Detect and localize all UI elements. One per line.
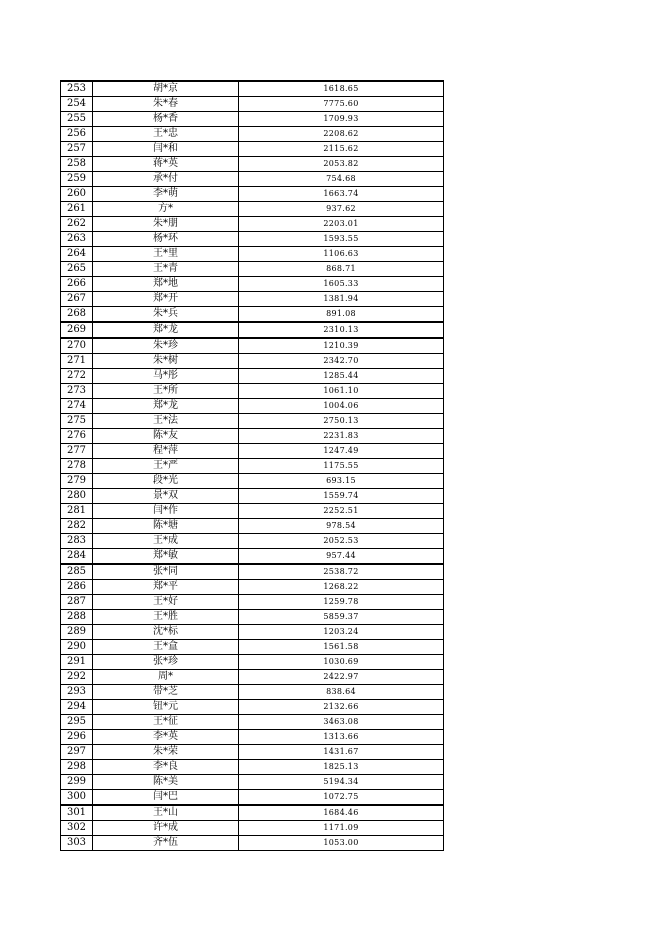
amount-cell: 1175.55 [239, 459, 444, 474]
name-cell: 段*光 [93, 474, 239, 489]
row-number-cell: 257 [61, 142, 93, 157]
table-row [61, 307, 444, 323]
name-cell: 王*胜 [93, 610, 239, 625]
name-cell: 郑*平 [93, 580, 239, 595]
table-row [61, 640, 444, 655]
name-cell: 景*双 [93, 489, 239, 504]
table-row [61, 805, 444, 821]
amount-cell: 1210.39 [239, 338, 444, 354]
amount-cell: 1072.75 [239, 790, 444, 806]
row-number-cell: 263 [61, 232, 93, 247]
row-number-cell: 299 [61, 775, 93, 790]
row-number-cell: 254 [61, 97, 93, 112]
table-row [61, 81, 444, 97]
table-row [61, 292, 444, 307]
table-row [61, 202, 444, 217]
row-number-cell: 277 [61, 444, 93, 459]
table-row [61, 474, 444, 489]
table-row [61, 625, 444, 640]
amount-cell: 868.71 [239, 262, 444, 277]
name-cell: 张*同 [93, 564, 239, 580]
row-number-cell: 293 [61, 685, 93, 700]
row-number-cell: 273 [61, 384, 93, 399]
name-cell: 郑*敏 [93, 549, 239, 565]
name-cell: 杨*香 [93, 112, 239, 127]
row-number-cell: 270 [61, 338, 93, 354]
row-number-cell: 288 [61, 610, 93, 625]
row-number-cell: 284 [61, 549, 93, 565]
row-number-cell: 264 [61, 247, 93, 262]
row-number-cell: 274 [61, 399, 93, 414]
table-row [61, 414, 444, 429]
name-cell: 李*良 [93, 760, 239, 775]
row-number-cell: 287 [61, 595, 93, 610]
row-number-cell: 302 [61, 821, 93, 836]
table-row [61, 247, 444, 262]
table-row [61, 384, 444, 399]
amount-cell: 1618.65 [239, 81, 444, 97]
amount-cell: 1061.10 [239, 384, 444, 399]
amount-cell: 1825.13 [239, 760, 444, 775]
amount-cell: 2538.72 [239, 564, 444, 580]
name-cell: 带*芝 [93, 685, 239, 700]
amount-cell: 7775.60 [239, 97, 444, 112]
table-row [61, 444, 444, 459]
amount-cell: 1313.66 [239, 730, 444, 745]
name-cell: 郑*开 [93, 292, 239, 307]
row-number-cell: 256 [61, 127, 93, 142]
row-number-cell: 286 [61, 580, 93, 595]
amount-cell: 2252.51 [239, 504, 444, 519]
row-number-cell: 300 [61, 790, 93, 806]
row-number-cell: 258 [61, 157, 93, 172]
amount-cell: 1605.33 [239, 277, 444, 292]
amount-cell: 2231.83 [239, 429, 444, 444]
name-cell: 钮*元 [93, 700, 239, 715]
name-cell: 郑*龙 [93, 399, 239, 414]
name-cell: 王*好 [93, 595, 239, 610]
amount-cell: 1709.93 [239, 112, 444, 127]
row-number-cell: 280 [61, 489, 93, 504]
table-row [61, 685, 444, 700]
amount-cell: 1053.00 [239, 836, 444, 851]
table-row [61, 277, 444, 292]
amount-cell: 891.08 [239, 307, 444, 323]
name-cell: 朱*树 [93, 354, 239, 369]
name-cell: 陈*美 [93, 775, 239, 790]
amount-cell: 2115.62 [239, 142, 444, 157]
name-cell: 闫*作 [93, 504, 239, 519]
row-number-cell: 283 [61, 534, 93, 549]
row-number-cell: 298 [61, 760, 93, 775]
name-cell: 朱*春 [93, 97, 239, 112]
name-cell: 方* [93, 202, 239, 217]
name-cell: 朱*朋 [93, 217, 239, 232]
amount-cell: 2422.97 [239, 670, 444, 685]
name-cell: 周* [93, 670, 239, 685]
amount-cell: 1030.69 [239, 655, 444, 670]
amount-cell: 1171.09 [239, 821, 444, 836]
name-cell: 闫*巴 [93, 790, 239, 806]
name-cell: 王*成 [93, 534, 239, 549]
name-cell: 程*萍 [93, 444, 239, 459]
amount-cell: 754.68 [239, 172, 444, 187]
amount-cell: 1431.67 [239, 745, 444, 760]
row-number-cell: 281 [61, 504, 93, 519]
amount-cell: 3463.08 [239, 715, 444, 730]
payment-table [60, 80, 444, 851]
row-number-cell: 289 [61, 625, 93, 640]
row-number-cell: 276 [61, 429, 93, 444]
table-row [61, 790, 444, 806]
row-number-cell: 301 [61, 805, 93, 821]
name-cell: 陈*友 [93, 429, 239, 444]
amount-cell: 1268.22 [239, 580, 444, 595]
row-number-cell: 290 [61, 640, 93, 655]
name-cell: 李*萌 [93, 187, 239, 202]
amount-cell: 2052.53 [239, 534, 444, 549]
table-row [61, 610, 444, 625]
amount-cell: 1203.24 [239, 625, 444, 640]
name-cell: 郑*地 [93, 277, 239, 292]
row-number-cell: 262 [61, 217, 93, 232]
name-cell: 许*成 [93, 821, 239, 836]
name-cell: 王*忠 [93, 127, 239, 142]
row-number-cell: 285 [61, 564, 93, 580]
table-row [61, 262, 444, 277]
name-cell: 沈*标 [93, 625, 239, 640]
row-number-cell: 303 [61, 836, 93, 851]
row-number-cell: 292 [61, 670, 93, 685]
table-row [61, 595, 444, 610]
row-number-cell: 259 [61, 172, 93, 187]
name-cell: 胡*京 [93, 81, 239, 97]
table-row [61, 338, 444, 354]
table-row [61, 322, 444, 338]
amount-cell: 1381.94 [239, 292, 444, 307]
table-row [61, 354, 444, 369]
amount-cell: 2132.66 [239, 700, 444, 715]
name-cell: 朱*珍 [93, 338, 239, 354]
amount-cell: 838.64 [239, 685, 444, 700]
amount-cell: 978.54 [239, 519, 444, 534]
table-row [61, 217, 444, 232]
table-row [61, 534, 444, 549]
row-number-cell: 296 [61, 730, 93, 745]
name-cell: 朱*荣 [93, 745, 239, 760]
amount-cell: 1561.58 [239, 640, 444, 655]
name-cell: 王*青 [93, 262, 239, 277]
amount-cell: 1259.78 [239, 595, 444, 610]
amount-cell: 937.62 [239, 202, 444, 217]
name-cell: 闫*和 [93, 142, 239, 157]
table-row [61, 580, 444, 595]
name-cell: 陈*塘 [93, 519, 239, 534]
name-cell: 齐*伍 [93, 836, 239, 851]
row-number-cell: 297 [61, 745, 93, 760]
row-number-cell: 279 [61, 474, 93, 489]
amount-cell: 2208.62 [239, 127, 444, 142]
row-number-cell: 261 [61, 202, 93, 217]
table-row [61, 504, 444, 519]
amount-cell: 1106.63 [239, 247, 444, 262]
table-row [61, 172, 444, 187]
row-number-cell: 275 [61, 414, 93, 429]
amount-cell: 5194.34 [239, 775, 444, 790]
table-row [61, 836, 444, 851]
table-row [61, 745, 444, 760]
name-cell: 杨*环 [93, 232, 239, 247]
row-number-cell: 294 [61, 700, 93, 715]
table-row [61, 112, 444, 127]
amount-cell: 1559.74 [239, 489, 444, 504]
amount-cell: 2750.13 [239, 414, 444, 429]
name-cell: 马*彤 [93, 369, 239, 384]
table-row [61, 429, 444, 444]
amount-cell: 2310.13 [239, 322, 444, 338]
table-row [61, 775, 444, 790]
row-number-cell: 291 [61, 655, 93, 670]
amount-cell: 2342.70 [239, 354, 444, 369]
amount-cell: 5859.37 [239, 610, 444, 625]
name-cell: 王*征 [93, 715, 239, 730]
name-cell: 王*里 [93, 247, 239, 262]
amount-cell: 1004.06 [239, 399, 444, 414]
name-cell: 朱*兵 [93, 307, 239, 323]
table-row [61, 760, 444, 775]
amount-cell: 1285.44 [239, 369, 444, 384]
name-cell: 郑*龙 [93, 322, 239, 338]
row-number-cell: 255 [61, 112, 93, 127]
row-number-cell: 272 [61, 369, 93, 384]
table-row [61, 655, 444, 670]
row-number-cell: 295 [61, 715, 93, 730]
table-row [61, 821, 444, 836]
amount-cell: 1684.46 [239, 805, 444, 821]
table-row [61, 142, 444, 157]
table-row [61, 489, 444, 504]
row-number-cell: 268 [61, 307, 93, 323]
amount-cell: 1247.49 [239, 444, 444, 459]
table-row [61, 730, 444, 745]
table-row [61, 549, 444, 565]
name-cell: 王*盒 [93, 640, 239, 655]
name-cell: 王*山 [93, 805, 239, 821]
table-row [61, 187, 444, 202]
amount-cell: 693.15 [239, 474, 444, 489]
table-row [61, 670, 444, 685]
table-row [61, 459, 444, 474]
name-cell: 王*所 [93, 384, 239, 399]
row-number-cell: 282 [61, 519, 93, 534]
row-number-cell: 269 [61, 322, 93, 338]
row-number-cell: 265 [61, 262, 93, 277]
name-cell: 王*法 [93, 414, 239, 429]
table-row [61, 399, 444, 414]
table-row [61, 369, 444, 384]
payment-table-body [61, 81, 444, 851]
table-row [61, 157, 444, 172]
row-number-cell: 271 [61, 354, 93, 369]
name-cell: 李*英 [93, 730, 239, 745]
name-cell: 承*付 [93, 172, 239, 187]
table-row [61, 519, 444, 534]
table-row [61, 700, 444, 715]
name-cell: 张*珍 [93, 655, 239, 670]
amount-cell: 2053.82 [239, 157, 444, 172]
amount-cell: 2203.01 [239, 217, 444, 232]
row-number-cell: 278 [61, 459, 93, 474]
name-cell: 王*严 [93, 459, 239, 474]
table-row [61, 232, 444, 247]
table-row [61, 715, 444, 730]
amount-cell: 1593.55 [239, 232, 444, 247]
row-number-cell: 253 [61, 81, 93, 97]
name-cell: 蒋*英 [93, 157, 239, 172]
table-row [61, 564, 444, 580]
amount-cell: 957.44 [239, 549, 444, 565]
row-number-cell: 266 [61, 277, 93, 292]
row-number-cell: 260 [61, 187, 93, 202]
table-row [61, 127, 444, 142]
amount-cell: 1663.74 [239, 187, 444, 202]
row-number-cell: 267 [61, 292, 93, 307]
table-row [61, 97, 444, 112]
